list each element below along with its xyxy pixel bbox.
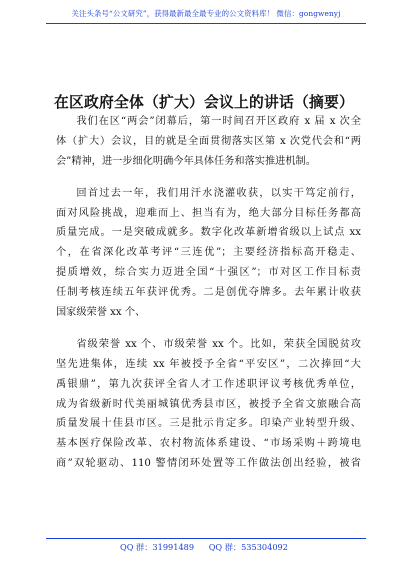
paragraph-line: 体（扩大）会议，目的就是全面贯彻落实区第 x 次党代会和“两	[56, 135, 361, 147]
paragraph-line: 商”双轮驱动、110 警情闭环处置等工作做法创出经验，被省	[56, 458, 361, 470]
paragraph-line: 成为省级新时代美丽城镇优秀县市区，被授予全省文旅融合高	[56, 398, 361, 410]
paragraph-line: 面对风险挑战，迎难而上、担当有为，绝大部分目标任务都高	[56, 207, 361, 219]
paragraph-line: 会”精神，进一步细化明确今年具体任务和落实推进机制。	[56, 155, 316, 167]
paragraph-line: 质量发展十佳县市区。三是批示肯定多。印染产业转型升级、	[56, 418, 361, 430]
paragraph-line: 省级荣誉 xx 个、市级荣誉 xx 个。比如，荣获全国脱贫攻	[76, 338, 361, 350]
paragraph-line: 国家级荣誉 xx 个、	[56, 307, 146, 319]
paragraph-line: 坚先进集体，连续 xx 年被授予全省“平安区”，二次捧回“大	[56, 358, 361, 370]
paragraph-line: 基本医疗保险改革、农村物流体系建设、“市场采购＋跨境电	[56, 438, 361, 450]
footer-qq-group-2: QQ 群：535304092	[208, 542, 288, 552]
paragraph	[56, 335, 361, 474]
paragraph	[56, 184, 361, 323]
paragraph-line: 我们在区“两会”闭幕后，第一时间召开区政府 x 届 x 次全	[76, 116, 361, 127]
paragraph-line: 回首过去一年，我们用汗水浇灌收获，以实干笃定前行，	[76, 187, 361, 199]
footer-divider	[46, 538, 366, 539]
footer-qq-group-1: QQ 群：31991489	[120, 542, 195, 552]
paragraph-line: 任制考核连续五年获评优秀。二是创优夺牌多。去年累计收获	[56, 287, 361, 299]
document-title: 在区政府全体（扩大）会议上的讲话（摘要）	[54, 94, 354, 111]
paragraph-line: 个，在省深化改革考评“三连优”；主要经济指标高开稳走、	[56, 247, 361, 259]
paragraph-line: 质量完成。一是突破成就多。数字化改革新增省级以上试点 xx	[56, 227, 361, 239]
header-banner: 关注头条号“公文研究”，获得最新最全最专业的公文资料库！ 微信：gongwenyj	[71, 9, 341, 18]
header-divider	[46, 23, 366, 24]
document-body	[56, 112, 361, 474]
paragraph	[56, 112, 361, 172]
paragraph-line: 禹银鼎”，第九次获评全省人才工作述职评议考核优秀单位，	[56, 378, 361, 390]
paragraph-line: 提质增效，综合实力迈进全国“十强区”；市对区工作目标责	[56, 267, 361, 279]
footer-contact	[0, 541, 408, 553]
paragraph-gap	[56, 323, 361, 335]
paragraph-gap	[56, 172, 361, 184]
